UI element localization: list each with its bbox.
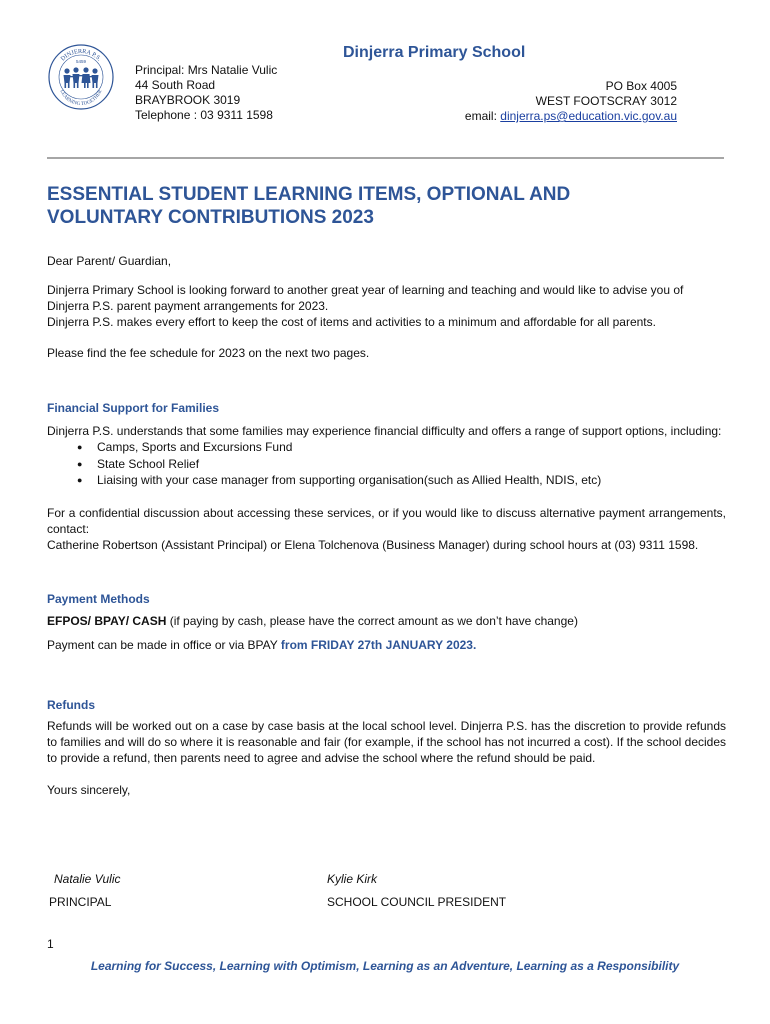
payment-methods-line bbox=[47, 613, 726, 629]
greeting: Dear Parent/ Guardian, bbox=[47, 254, 172, 268]
closing: Yours sincerely, bbox=[47, 783, 131, 797]
children-figures-icon bbox=[64, 67, 99, 88]
signatory-role-president: SCHOOL COUNCIL PRESIDENT bbox=[327, 895, 507, 909]
school-logo bbox=[47, 43, 115, 111]
telephone-line: Telephone : 03 9311 1598 bbox=[135, 108, 273, 122]
contact-line-1: For a confidential discussion about accessing these services, or if you would like to discuss alternative payment arrangements, contact: bbox=[47, 506, 726, 536]
intro-line-1: Dinjerra Primary School is looking forward to another great year of learning and teaching and would like to advise you of Dinjerra P.S. parent payment arrangements for 2023. bbox=[47, 283, 684, 313]
financial-support-lead: Dinjerra P.S. understands that some families may experience financial difficulty and offers a range of support options, including: bbox=[47, 424, 722, 438]
address-right-block bbox=[465, 79, 677, 124]
principal-line: Principal: Mrs Natalie Vulic bbox=[135, 63, 278, 77]
list-item: ● Liaising with your case manager from supporting organisation(such as Allied Health, NDIS, etc) bbox=[97, 472, 726, 489]
email-label: email: bbox=[464, 109, 501, 123]
contact-line-2: Catherine Robertson (Assistant Principal) or Elena Tolchenova (Business Manager) during school hours at (03) 9311 1598. bbox=[47, 538, 699, 552]
po-box-line: PO Box 4005 bbox=[605, 79, 677, 93]
signatory-name-president: Kylie Kirk bbox=[327, 872, 378, 886]
signatory-name-principal: Natalie Vulic bbox=[54, 872, 121, 886]
fee-schedule-note: Please find the fee schedule for 2023 on the next two pages. bbox=[47, 346, 370, 360]
po-suburb-line: WEST FOOTSCRAY 3012 bbox=[535, 94, 677, 108]
school-name: Dinjerra Primary School bbox=[343, 44, 526, 61]
page-number: 1 bbox=[47, 937, 54, 951]
address-left-block bbox=[135, 63, 277, 123]
signatory-role-principal: PRINCIPAL bbox=[49, 895, 112, 909]
payment-methods-note: (if paying by cash, please have the correct amount as we don’t have change) bbox=[166, 614, 578, 628]
payment-date-text: Payment can be made in office or via BPAY bbox=[47, 638, 281, 652]
refunds-heading: Refunds bbox=[47, 698, 95, 712]
refunds-body: Refunds will be worked out on a case by case basis at the local school level. Dinjerra P.S. has the discretion to provide refunds to families and will do so where it is reasonable and fair (for example, if the school has not incurred a cost). If the school decides to provide a refund, then parents need to agree and advise the school where the refund should be paid. bbox=[47, 719, 727, 765]
header-divider bbox=[47, 157, 724, 159]
payment-date-line bbox=[47, 637, 726, 653]
footer-motto: Learning for Success, Learning with Optimism, Learning as an Adventure, Learning as a Responsibility bbox=[90, 959, 680, 973]
confidential-contact bbox=[47, 505, 726, 553]
payment-methods-heading: Payment Methods bbox=[47, 592, 150, 606]
payment-start-date: from FRIDAY 27th JANUARY 2023. bbox=[280, 638, 477, 652]
payment-methods-bold: EFPOS/ BPAY/ CASH bbox=[47, 614, 167, 628]
email-line bbox=[465, 109, 677, 124]
logo-text-bottom: LEARNING TOGETHER bbox=[58, 89, 104, 108]
logo-text-top: DINJERRA P.S. bbox=[59, 47, 103, 63]
support-options-list bbox=[47, 439, 726, 489]
intro-paragraph bbox=[47, 282, 726, 330]
suburb-line: BRAYBROOK 3019 bbox=[135, 93, 241, 107]
intro-line-2: Dinjerra P.S. makes every effort to keep the cost of items and activities to a minimum and affordable for all parents. bbox=[47, 315, 656, 329]
email-link[interactable]: dinjerra.ps@education.vic.gov.au bbox=[500, 109, 677, 123]
street-line: 44 South Road bbox=[135, 78, 216, 92]
list-item: ● Camps, Sports and Excursions Fund bbox=[97, 439, 726, 456]
logo-text-number: 5459 bbox=[75, 59, 87, 64]
document-title: ESSENTIAL STUDENT LEARNING ITEMS, OPTIONAL AND VOLUNTARY CONTRIBUTIONS 2023 bbox=[47, 184, 571, 228]
list-item: ● State School Relief bbox=[97, 456, 726, 473]
financial-support-heading: Financial Support for Families bbox=[47, 401, 220, 415]
